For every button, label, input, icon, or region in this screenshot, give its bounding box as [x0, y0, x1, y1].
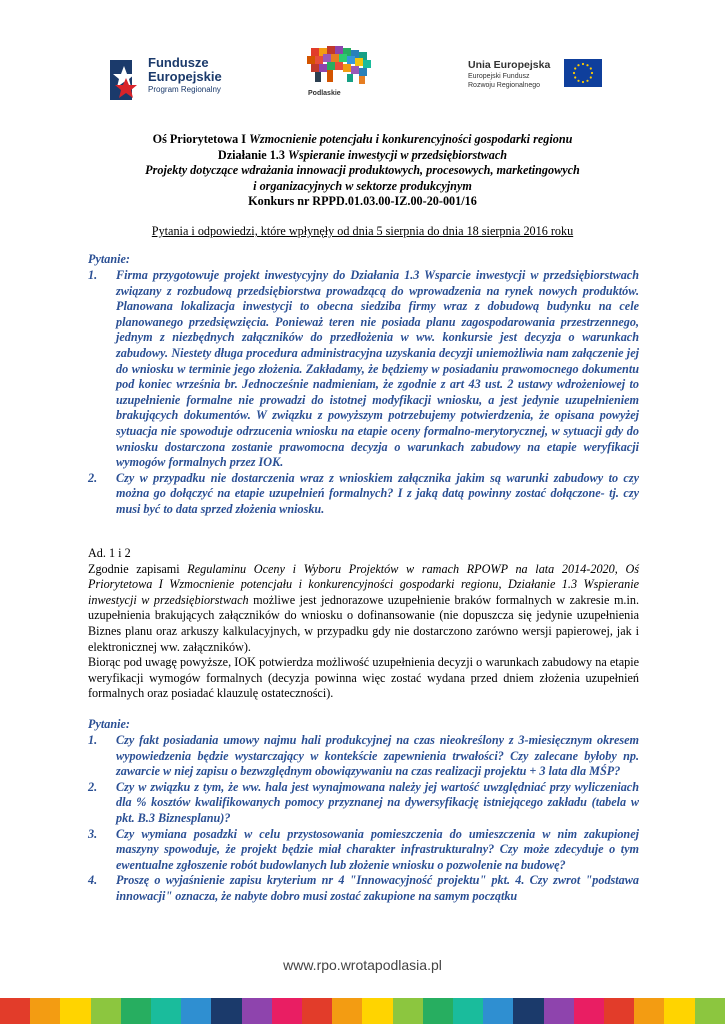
section1-question-label: Pytanie: — [88, 252, 130, 266]
question-number: 2. — [88, 470, 98, 485]
footer-color-stripe — [0, 998, 725, 1024]
header-line4: i organizacyjnych w sektorze produkcyjnym — [253, 178, 472, 193]
question-text: Proszę o wyjaśnienie zapisu kryterium nr 4 "Innowacyjność projektu" pkt. 4. Czy zwrot "podstawa innowacji" oznacza, że nabyte dobro musi zostać zakupione na samym początku — [116, 873, 639, 903]
header-line1-normal: Oś Priorytetowa I — [152, 132, 250, 146]
logo-bar — [88, 34, 628, 112]
question-text: Czy wymiana posadzki w celu przystosowania pomieszczenia do umieszczenia w nim zakupionej maszyny spowoduje, że projekt będzie miał charakter infrastrukturalny? Czy może zdecyduje o tym ewentualne zgłoszenie robót budowlanych lub złożenie wniosku o pozwolenie na budowę? — [116, 826, 639, 872]
fe-star-icon — [108, 56, 142, 104]
question-number: 1. — [88, 733, 98, 747]
answer1 — [88, 546, 639, 702]
question-number: 3. — [88, 826, 98, 841]
document-header — [86, 132, 639, 210]
answer1-p1-start: Zgodnie zapisami — [88, 561, 188, 576]
answer1-p1-end: możliwe jest jednorazowe uzupełnienie braków formalnych w zakresie m.in. uzupełnienia brakujących załączników do wniosku o dofinansowanie (nie dopuszcza się jedynie uzupełnienia Biznes planu oraz arkuszy kalkulacyjnych, w przypadku gdy nie dostarczono zarówno wersji papierowej, jak i elektronicznej ww. załączników). — [88, 592, 639, 654]
fe-line1: Fundusze — [148, 55, 209, 70]
answer1-heading: Ad. 1 i 2 — [88, 546, 131, 560]
fe-logo-text — [148, 56, 222, 95]
question-text: Czy fakt posiadania umowy najmu hali produkcyjnej na czas nieokreślony z 3-miesięcznym okresem wypowiedzenia będzie wystarczający w kontekście zapewnienia trwałości? Czy zalecane byłoby np. zawarcie w niej zapisu o bezwzględnym obowiązywaniu na czas realizacji projektu + 3 lata dla MŚP? — [116, 733, 639, 779]
eu-line3: Rozwoju Regionalnego — [468, 82, 540, 89]
header-line1-italic: Wzmocnienie potencjału i konkurencyjności gospodarki regionu — [249, 132, 573, 146]
question-number: 4. — [88, 873, 98, 888]
answer1-paragraph1 — [88, 562, 639, 656]
eu-flag-icon — [564, 59, 602, 87]
header-line2-italic: Wspieranie inwestycji w przedsiębiorstwach — [288, 147, 508, 162]
question-item — [88, 780, 639, 827]
answer1-p1-italic: Regulaminu Oceny i Wyboru Projektów w ramach RPOWP na lata 2014-2020, Oś Priorytetowa I Wzmocnienie potencjału i konkurencyjności gospodarki regionu, Działanie 1.3 Wspieranie inwestycji w przedsiębiorstwach — [88, 561, 639, 607]
header-line2-normal: Działanie 1.3 — [217, 147, 288, 162]
footer-website-url: www.rpo.wrotapodlasia.pl — [283, 957, 442, 973]
question-item — [88, 733, 639, 780]
section1-question-list — [88, 268, 639, 518]
question-item — [88, 827, 639, 874]
header-line5: Konkurs nr RPPD.01.03.00-IZ.00-20-001/16 — [248, 194, 477, 209]
fundusze-europejskie-logo — [108, 54, 248, 110]
eu-line1: Unia Europejska — [468, 59, 551, 71]
section2-question-list — [88, 733, 639, 905]
question-text: Czy w przypadku nie dostarczenia wraz z wnioskiem załącznika jakim są warunki zabudowy to czy można go dołączyć na etapie uzupełnień formalnych? I z jaką datą powinny zostać dołączone- tj. czy musi być to data sprzed złożenia wniosku. — [116, 470, 639, 516]
question-item — [88, 268, 639, 471]
eu-line2: Europejski Fundusz — [468, 73, 530, 80]
question-number: 1. — [88, 268, 98, 282]
header-line3: Projekty dotyczące wdrażania innowacji produktowych, procesowych, marketingowych — [145, 163, 580, 178]
eu-logo-text — [468, 59, 558, 90]
fe-line2: Europejskie — [148, 69, 222, 84]
podlaskie-label: Podlaskie — [308, 90, 341, 97]
document-subtitle: Pytania i odpowiedzi, które wpłynęły od dnia 5 sierpnia do dnia 18 sierpnia 2016 roku — [151, 224, 574, 238]
question-text: Czy w związku z tym, że ww. hala jest wynajmowana należy jej wartość uwzględniać przy wyliczeniach dla % kosztów kwalifikowanych pomocy przyznanej na dywersyfikację istniejącego zakładu (tabela w pkt. B.3 Biznesplanu)? — [116, 779, 639, 825]
question-item — [88, 471, 639, 518]
question-number: 2. — [88, 779, 98, 794]
fe-line3: Program Regionalny — [148, 85, 221, 94]
question-item — [88, 873, 639, 904]
answer1-paragraph2: Biorąc pod uwagę powyższe, IOK potwierdza możliwość uzupełnienia decyzji o warunkach zabudowy na etapie weryfikacji wymogów formalnych (decyzja powinna więc zostać wydana przed dniem złożenia uzupełnień formalnych oraz posiadać klauzulę ostateczności). — [88, 655, 639, 701]
question-text: Firma przygotowuje projekt inwestycyjny do Działania 1.3 Wsparcie inwestycji w przedsiębiorstwach związany z rozbudową przedsiębiorstwa prowadzącą do wprowadzenia na rynek nowych produktów. Planowana lokalizacja inwestycji to obecna siedziba firmy wraz z dobudową budynku na cele planowanego przedsięwzięcia. Ponieważ teren nie posiada planu zagospodarowania przestrzennego, jednym z niezbędnych załączników do przedłożenia w ww. konkursie jest decyzja o warunkach zabudowy. Niestety długa procedura administracyjna uzyskania decyzji uniemożliwia nam załączenie jej do wniosku w terminie jego złożenia. Zakładamy, że będziemy w posiadaniu prawomocnego dokumentu pod koniec września br. Jednocześnie nadmieniam, że zgodnie z art 43 ust. 2 ustawy wdrożeniowej to uzupełnienie formalne nie prowadzi do istotnej modyfikacji wniosku, a jest jedynie uzupełnieniem brakujących dokumentów. W związku z powyższym potrzebujemy potwierdzenia, że opisana powyżej sytuacja nie spowoduje odrzucenia wniosku na etapie oceny formalno-merytorycznej, w sytuacji gdy do wniosku dostarczona zostanie prawomocna decyzja o warunkach zabudowy na etapie weryfikacji wymogów formalnych przez IOK. — [116, 268, 639, 470]
section2-question-label: Pytanie: — [88, 717, 130, 731]
